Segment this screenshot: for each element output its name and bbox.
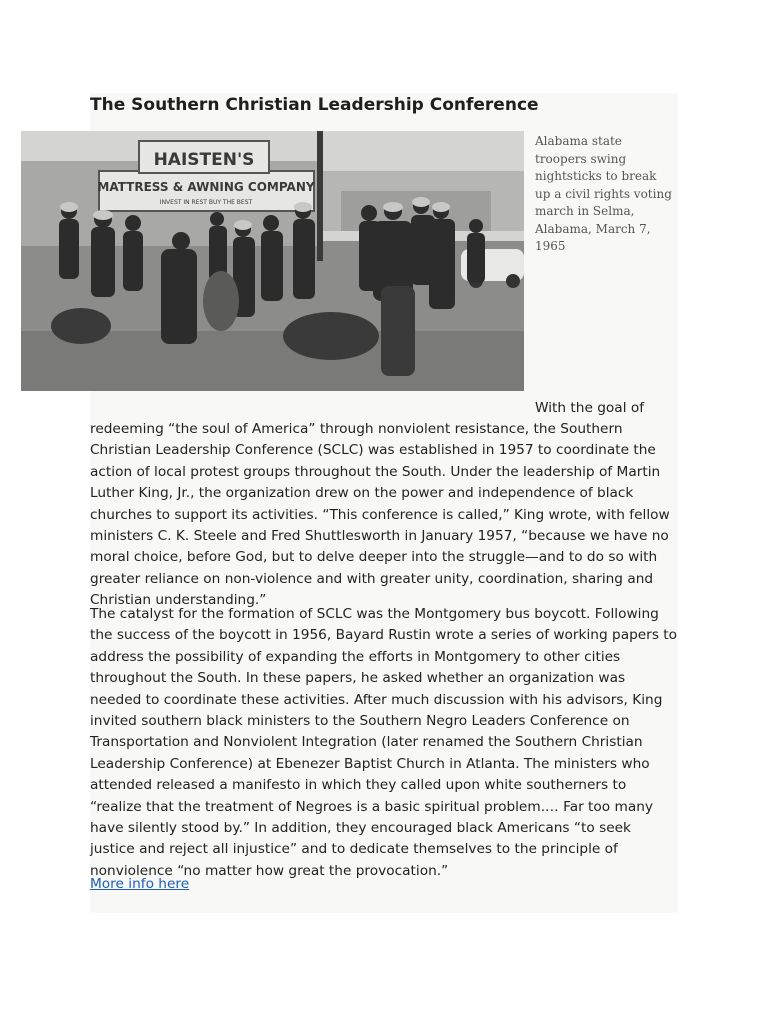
photo-sign-line3: INVEST IN REST BUY THE BEST (159, 199, 253, 206)
page-title: The Southern Christian Leadership Conference (90, 95, 539, 115)
more-info-link[interactable]: More info here (90, 876, 190, 892)
photo-sign-line2: MATTRESS & AWNING COMPANY (97, 180, 315, 194)
paragraph-sclc-goal: redeeming “the soul of America” through nonviolent resistance, the Southern Christian Leadership Conference (SCLC) was established in 1957 to coordinate the action of local protest groups throughout the South. Under the leadership of Martin Luther King, Jr., the organization drew on the power and independence of black churches to support its activities. “This conference is called,” King wrote, with fellow ministers C. K. Steele and Fred Shuttlesworth in January 1957, “because we have no moral choice, before God, but to delve deeper into the struggle—and to do so with greater reliance on non-violence and with greater unity, coordination, sharing and Christian understanding.” (90, 421, 670, 609)
photo-caption: Alabama state troopers swing nightsticks to break up a civil rights voting march in Selma, Alabama, March 7, 1965 (535, 134, 672, 253)
article-photo (21, 131, 524, 391)
paragraph-sclc-formation: The catalyst for the formation of SCLC was the Montgomery bus boycott. Following the success of the boycott in 1956, Bayard Rustin wrote a series of working papers to address the possibility of expanding the efforts in Montgomery to other cities throughout the South. In these papers, he asked whether an organization was needed to coordinate these activities. After much discussion with his advisors, King invited southern black ministers to the Southern Negro Leaders Conference on Transportation and Nonviolent Integration (later renamed the Southern Christian Leadership Conference) at Ebenezer Baptist Church in Atlanta. The ministers who attended released a manifesto in which they called upon white southerners to “realize that the treatment of Negroes is a basic spiritual problem.… Far too many have silently stood by.” In addition, they encouraged black Americans “to seek justice and reject all injustice” and to dedicate themselves to the principle of nonviolence “no matter how great the provocation.” (90, 606, 678, 879)
paragraph-lead-in: With the goal of (535, 400, 645, 416)
photo-sign-line1: HAISTEN'S (153, 150, 255, 170)
